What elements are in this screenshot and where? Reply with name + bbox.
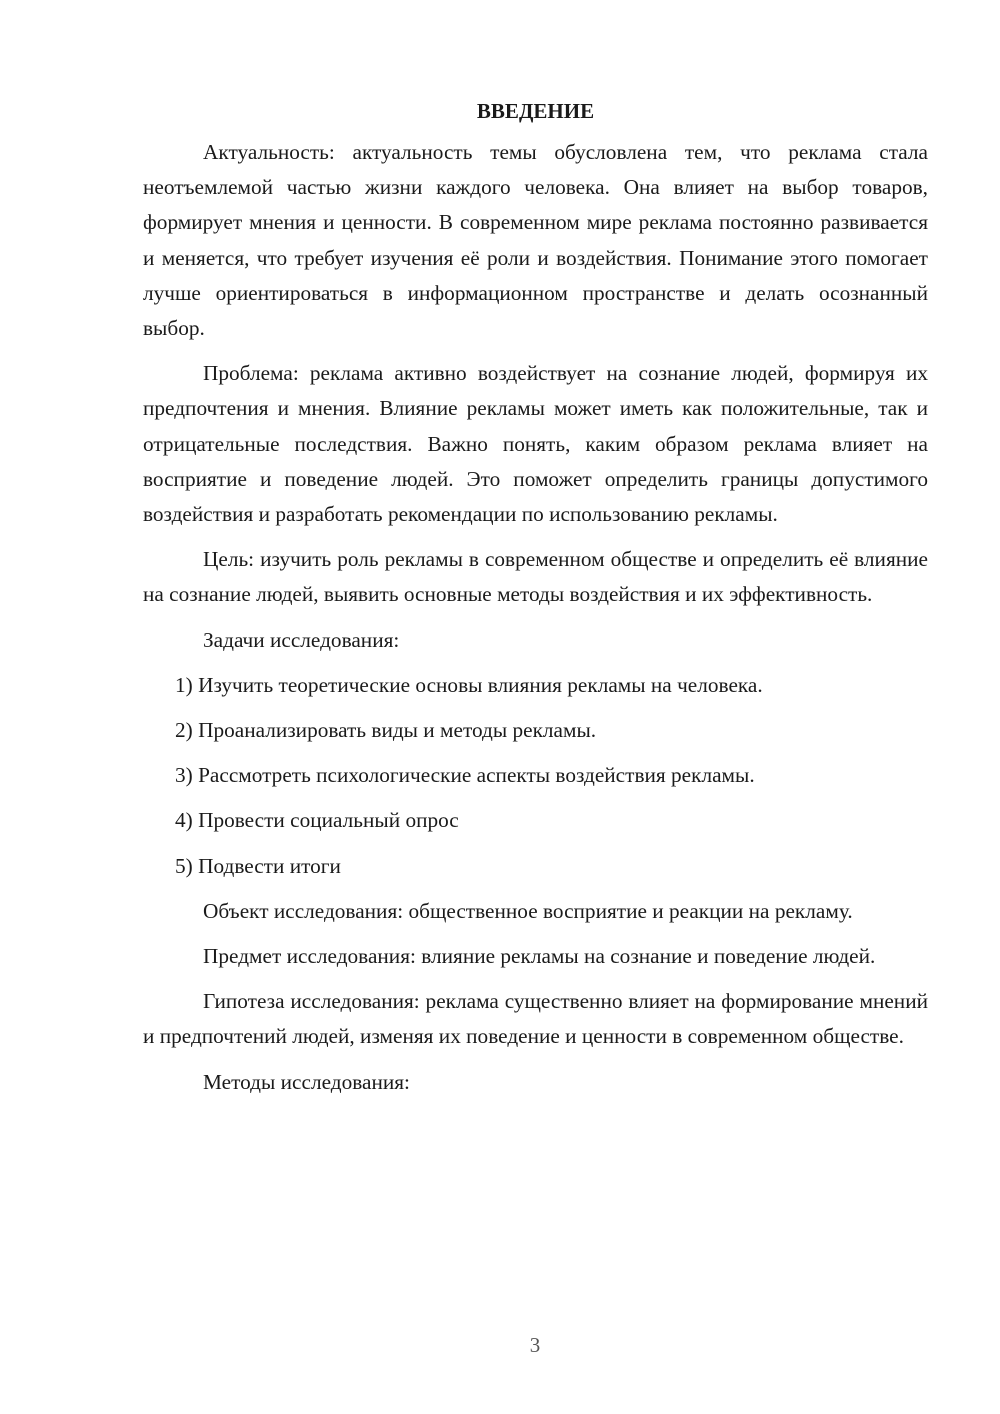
paragraph-hypothesis: Гипотеза исследования: реклама существенно влияет на формирование мнений и предпочтений людей, изменяя их поведение и ценности в современном обществе. (143, 989, 928, 1049)
list-item: 1) Изучить теоретические основы влияния рекламы на человека. (175, 672, 763, 697)
paragraph-relevance: Актуальность: актуальность темы обусловлена тем, что реклама стала неотъемлемой частью жизни каждого человека. Она влияет на выбор товаров, формирует мнения и ценности. В современном мире реклама постоянно развивается и меняется, что требует изучения её роли и воздействия. Понимание этого помогает лучше ориентироваться в информационном пространстве и делать осознанный выбор. (143, 140, 928, 341)
list-item: 3) Рассмотреть психологические аспекты воздействия рекламы. (175, 763, 755, 788)
page-number: 3 (529, 1333, 541, 1357)
paragraph-object: Объект исследования: общественное восприятие и реакции на рекламу. (203, 898, 853, 923)
paragraph-problem: Проблема: реклама активно воздействует на сознание людей, формируя их предпочтения и мнения. Влияние рекламы может иметь как положительные, так и отрицательные последствия. Важно понять, каким образом реклама влияет на восприятие и поведение людей. Это поможет определить границы допустимого воздействия и разработать рекомендации по использованию рекламы. (143, 361, 928, 527)
document-page (143, 96, 928, 1110)
paragraph-subject: Предмет исследования: влияние рекламы на сознание и поведение людей. (203, 944, 876, 969)
page-title: ВВЕДЕНИЕ (476, 99, 595, 123)
list-item: 2) Проанализировать виды и методы рекламы. (175, 718, 597, 743)
list-item: 4) Провести социальный опрос (175, 808, 459, 833)
list-item: 5) Подвести итоги (175, 853, 341, 878)
paragraph-tasks-heading: Задачи исследования: (203, 627, 400, 652)
tasks-list (143, 668, 928, 884)
paragraph-methods-heading: Методы исследования: (203, 1069, 410, 1094)
paragraph-goal: Цель: изучить роль рекламы в современном обществе и определить её влияние на сознание людей, выявить основные методы воздействия и их эффективность. (143, 547, 928, 607)
